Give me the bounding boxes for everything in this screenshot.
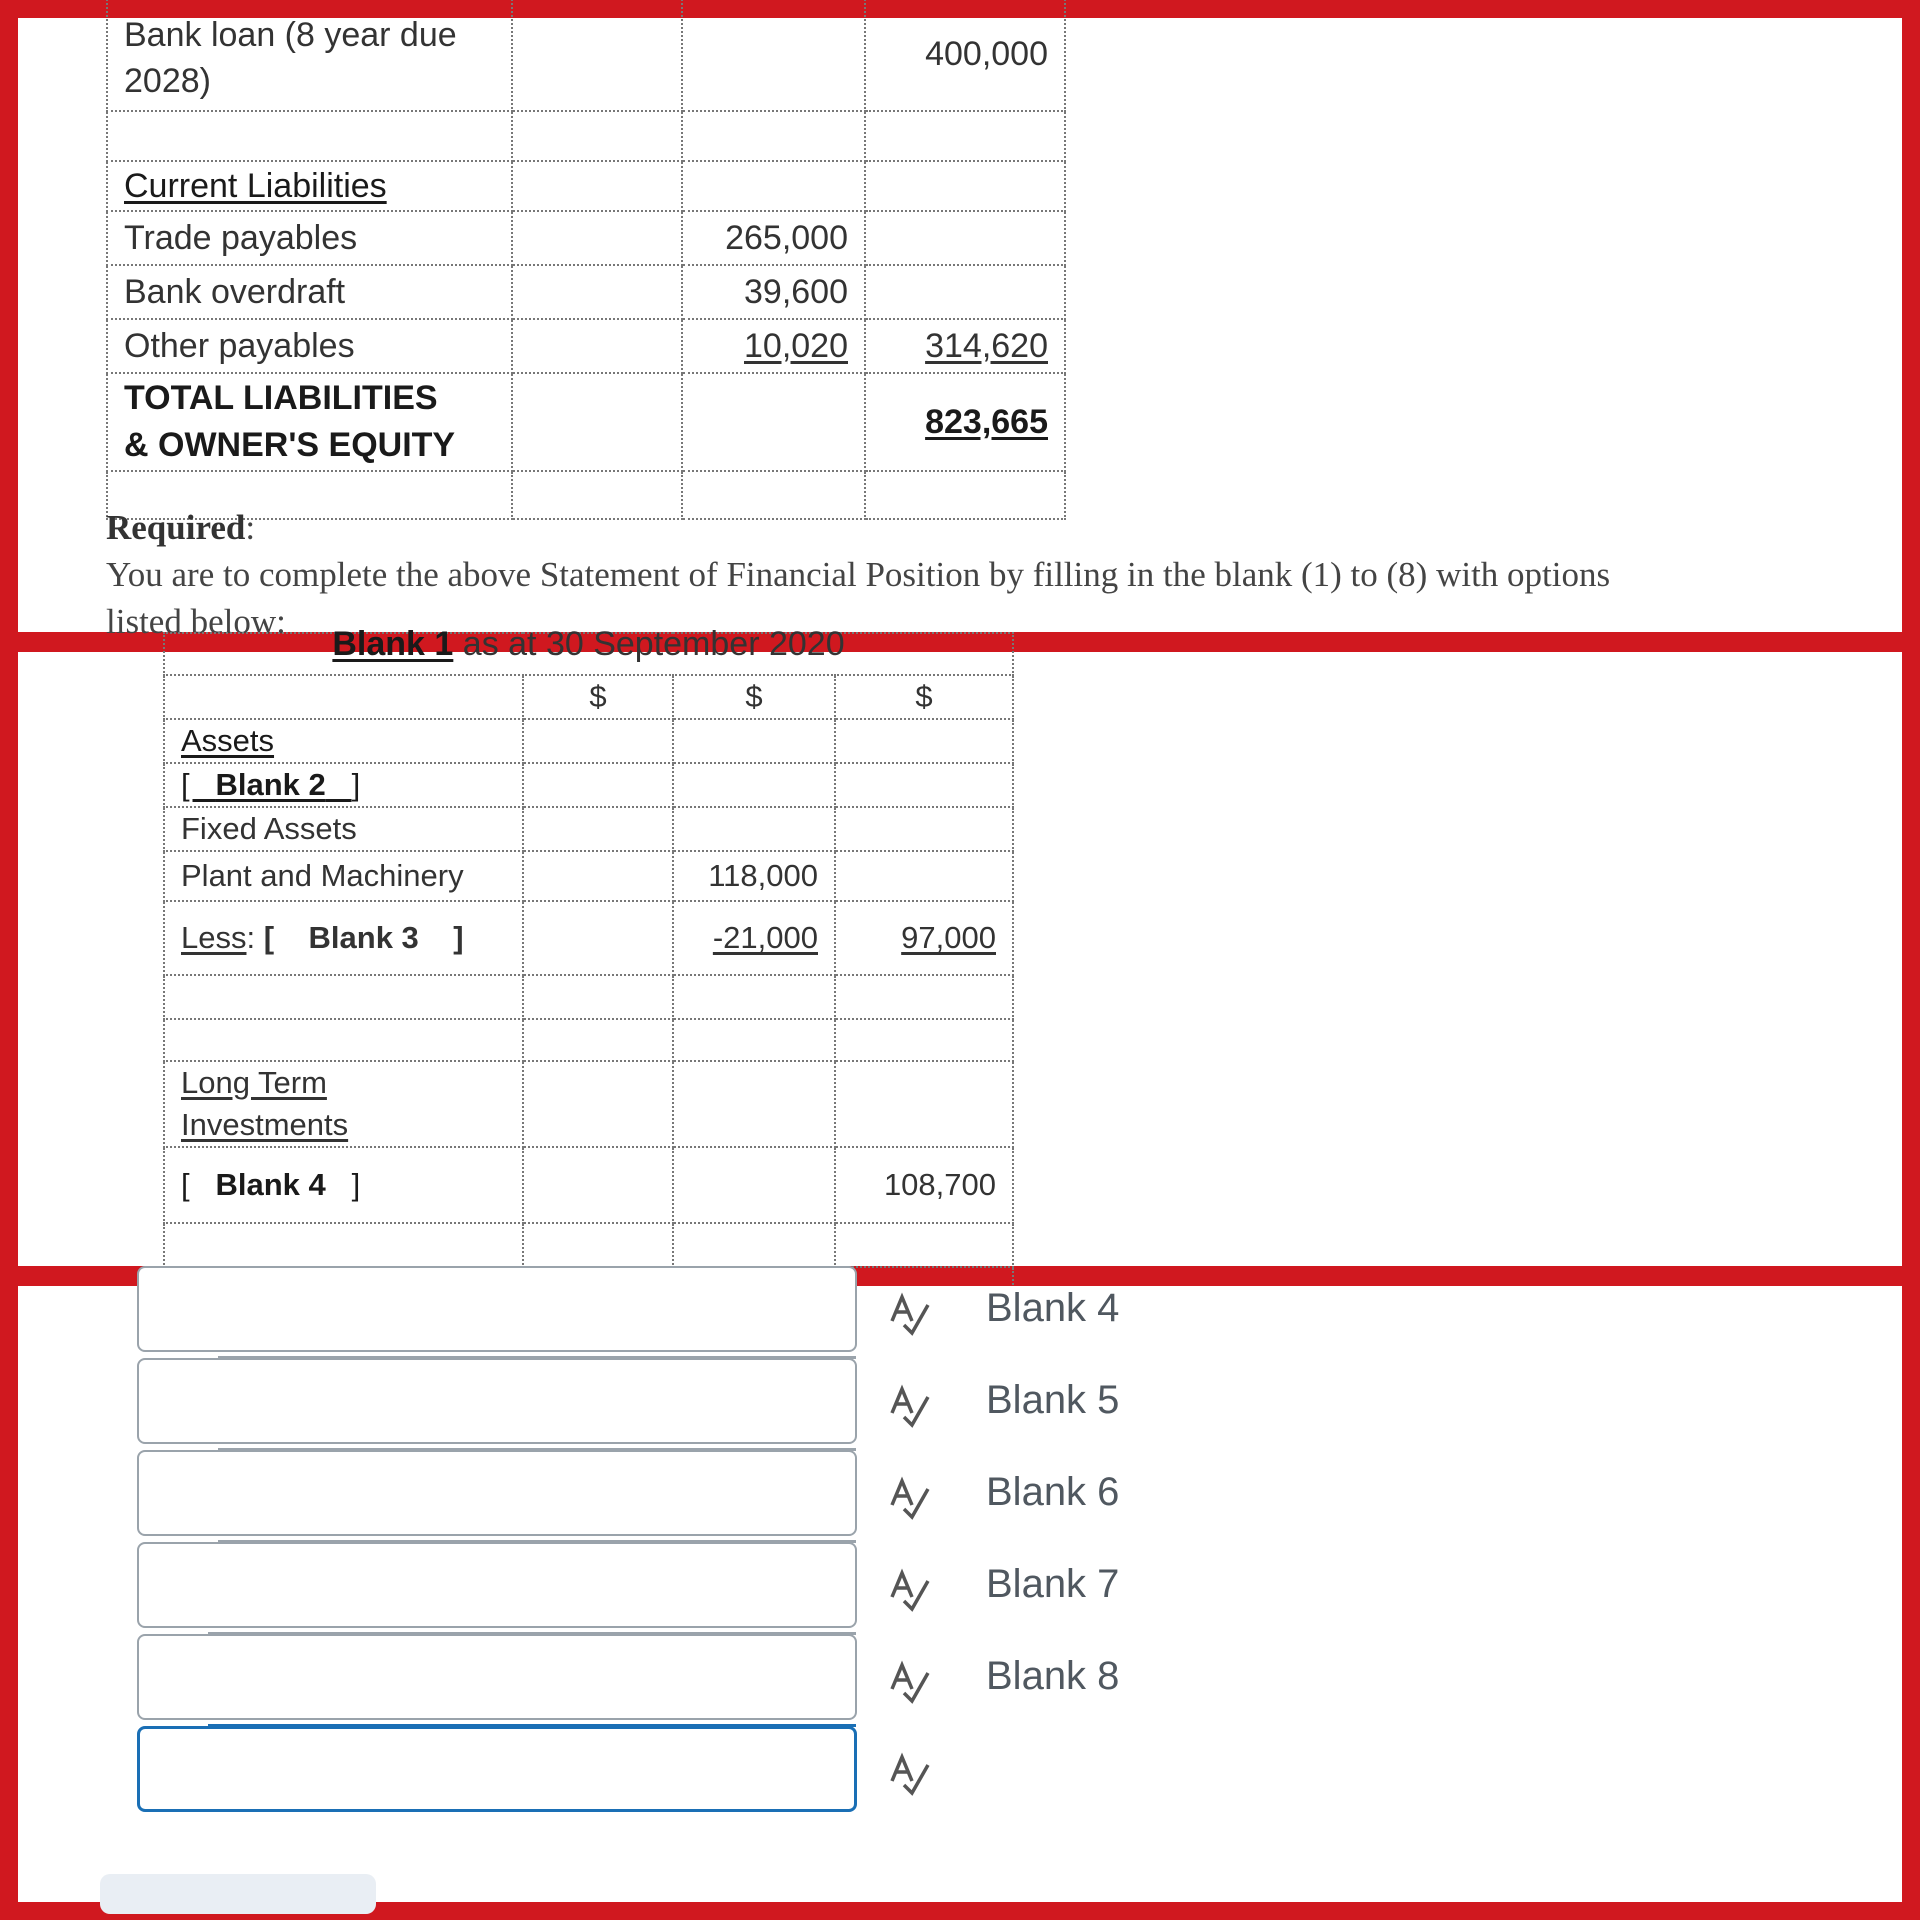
- spellcheck-icon[interactable]: [888, 1291, 932, 1335]
- cell: [512, 111, 682, 161]
- required-text-2: listed below:: [106, 602, 286, 641]
- cell: [835, 851, 1013, 901]
- trade-payables-label: Trade payables: [107, 211, 512, 265]
- answer-input-3[interactable]: [137, 1266, 857, 1352]
- blank-3-label: Blank 3: [308, 920, 419, 955]
- title-date: as at 30 September 2020: [462, 625, 845, 663]
- cell: [512, 265, 682, 319]
- cell: [523, 1147, 673, 1223]
- table-row: [107, 0, 1065, 111]
- answer-input-4[interactable]: [137, 1358, 857, 1444]
- cell: [512, 0, 682, 111]
- investments-value: 108,700: [835, 1147, 1013, 1223]
- table-row: [107, 319, 1065, 373]
- cell: [523, 1019, 673, 1061]
- table-row: [164, 1019, 1013, 1061]
- answer-input-7[interactable]: [137, 1634, 857, 1720]
- current-liabilities-heading: Current Liabilities: [107, 161, 512, 211]
- required-title: Required: [106, 508, 246, 547]
- cell: [673, 719, 835, 763]
- assets-panel: [18, 625, 1902, 1266]
- table-row: [164, 901, 1013, 975]
- cell: [523, 851, 673, 901]
- less-blank-3-cell: Less: [ Blank 3 ]: [164, 901, 523, 975]
- cell: [164, 975, 523, 1019]
- divider: [218, 1448, 856, 1451]
- spellcheck-icon[interactable]: [888, 1567, 932, 1611]
- table-row: [164, 807, 1013, 851]
- table-row: [164, 763, 1013, 807]
- cell: [164, 1223, 523, 1267]
- answer-inputs-panel: [18, 1286, 1902, 1902]
- required-colon: :: [245, 508, 256, 547]
- blank-6-heading: Blank 6: [986, 1470, 1120, 1514]
- cell: [835, 763, 1013, 807]
- cell: [523, 1223, 673, 1267]
- cell: [835, 719, 1013, 763]
- answer-input-8[interactable]: [137, 1726, 857, 1812]
- cell: [164, 675, 523, 719]
- less-label: Less: [181, 920, 247, 955]
- table-row: [107, 161, 1065, 211]
- title-blank: Blank 1: [332, 625, 454, 663]
- currency-2: $: [673, 675, 835, 719]
- blank-5-heading: Blank 5: [986, 1378, 1120, 1422]
- liabilities-table: [106, 0, 1066, 520]
- table-row: [164, 675, 1013, 719]
- divider: [218, 1356, 856, 1359]
- table-row: [107, 265, 1065, 319]
- cell: [865, 471, 1065, 519]
- other-payables-value: 10,020: [682, 319, 865, 373]
- cell: [682, 373, 865, 471]
- trade-payables-value: 265,000: [682, 211, 865, 265]
- cell: [865, 161, 1065, 211]
- lti-line-1: Long Term: [181, 1065, 327, 1100]
- cell: [673, 807, 835, 851]
- cell: [512, 471, 682, 519]
- cell: [673, 763, 835, 807]
- cell: [673, 1061, 835, 1147]
- assets-heading: Assets: [164, 719, 523, 763]
- fixed-assets-label: Fixed Assets: [164, 807, 523, 851]
- required-heading: [106, 508, 255, 548]
- answer-input-5[interactable]: [137, 1450, 857, 1536]
- total-liabilities-value: 823,665: [865, 373, 1065, 471]
- long-term-investments-label: [164, 1061, 523, 1147]
- blank-4-cell: [ Blank 4 ]: [164, 1147, 523, 1223]
- table-row: [107, 211, 1065, 265]
- row-label: [107, 0, 512, 111]
- spellcheck-icon[interactable]: [888, 1383, 932, 1427]
- cell: [865, 211, 1065, 265]
- cell: [107, 111, 512, 161]
- cell: [673, 1223, 835, 1267]
- cell: [682, 0, 865, 111]
- cell: [512, 161, 682, 211]
- table-row: [164, 1223, 1013, 1267]
- table-row: [164, 719, 1013, 763]
- lti-line-2: Investments: [181, 1107, 349, 1142]
- cell: [835, 975, 1013, 1019]
- submit-button[interactable]: [100, 1874, 376, 1914]
- total-liabilities-label: [107, 373, 512, 471]
- cell: [865, 111, 1065, 161]
- plant-machinery-value: 118,000: [673, 851, 835, 901]
- cell: [673, 1147, 835, 1223]
- required-text: You are to complete the above Statement of Financial Position by filling in the blank (1) to (8) with options: [106, 555, 1611, 594]
- plant-machinery-label: Plant and Machinery: [164, 851, 523, 901]
- cell: [682, 161, 865, 211]
- less-colon: :: [246, 920, 256, 955]
- cell: [523, 975, 673, 1019]
- table-row: [164, 1147, 1013, 1223]
- cell: [512, 211, 682, 265]
- liabilities-panel: [18, 16, 1902, 641]
- spellcheck-icon[interactable]: [888, 1751, 932, 1795]
- blank-8-heading: Blank 8: [986, 1654, 1120, 1698]
- cell: [835, 1061, 1013, 1147]
- table-row: [164, 633, 1013, 675]
- cell: [523, 901, 673, 975]
- cell: [673, 1019, 835, 1061]
- cell: [523, 719, 673, 763]
- currency-1: $: [523, 675, 673, 719]
- current-liabilities-total: 314,620: [865, 319, 1065, 373]
- blank-2-label: Blank 2: [215, 767, 326, 802]
- spellcheck-icon[interactable]: [888, 1475, 932, 1519]
- depreciation-value: -21,000: [673, 901, 835, 975]
- blank-7-heading: Blank 7: [986, 1562, 1120, 1606]
- spellcheck-icon[interactable]: [888, 1659, 932, 1703]
- blank-2-cell: [ Blank 2 ]: [164, 763, 523, 807]
- cell: [523, 763, 673, 807]
- cell: [682, 111, 865, 161]
- divider: [218, 1540, 856, 1543]
- table-row: [164, 1061, 1013, 1147]
- cell: [673, 975, 835, 1019]
- other-payables-label: Other payables: [107, 319, 512, 373]
- net-fixed-assets-value: 97,000: [835, 901, 1013, 975]
- cell: [835, 807, 1013, 851]
- total-line-2: & OWNER'S EQUITY: [124, 426, 456, 464]
- blank-4-heading: Blank 4: [986, 1286, 1120, 1330]
- cell: [523, 1061, 673, 1147]
- table-row: [107, 111, 1065, 161]
- cell: [835, 1223, 1013, 1267]
- divider: [208, 1724, 856, 1727]
- cell: [682, 471, 865, 519]
- currency-3: $: [835, 675, 1013, 719]
- divider: [208, 1632, 856, 1635]
- cell: [512, 373, 682, 471]
- cell: [865, 265, 1065, 319]
- blank-4-label: Blank 4: [215, 1167, 326, 1202]
- table-row: [164, 975, 1013, 1019]
- total-line-1: TOTAL LIABILITIES: [124, 379, 438, 417]
- assets-table: [163, 625, 1014, 1316]
- bank-overdraft-value: 39,600: [682, 265, 865, 319]
- cell: [523, 807, 673, 851]
- table-row: [164, 851, 1013, 901]
- cell: [512, 319, 682, 373]
- bank-loan-value: 400,000: [865, 0, 1065, 111]
- cell: [835, 1019, 1013, 1061]
- table-row: [107, 373, 1065, 471]
- bank-loan-label: Bank loan (8 year due 2028): [124, 16, 457, 100]
- cell: [164, 1019, 523, 1061]
- statement-title: [164, 625, 1013, 675]
- answer-input-6[interactable]: [137, 1542, 857, 1628]
- bank-overdraft-label: Bank overdraft: [107, 265, 512, 319]
